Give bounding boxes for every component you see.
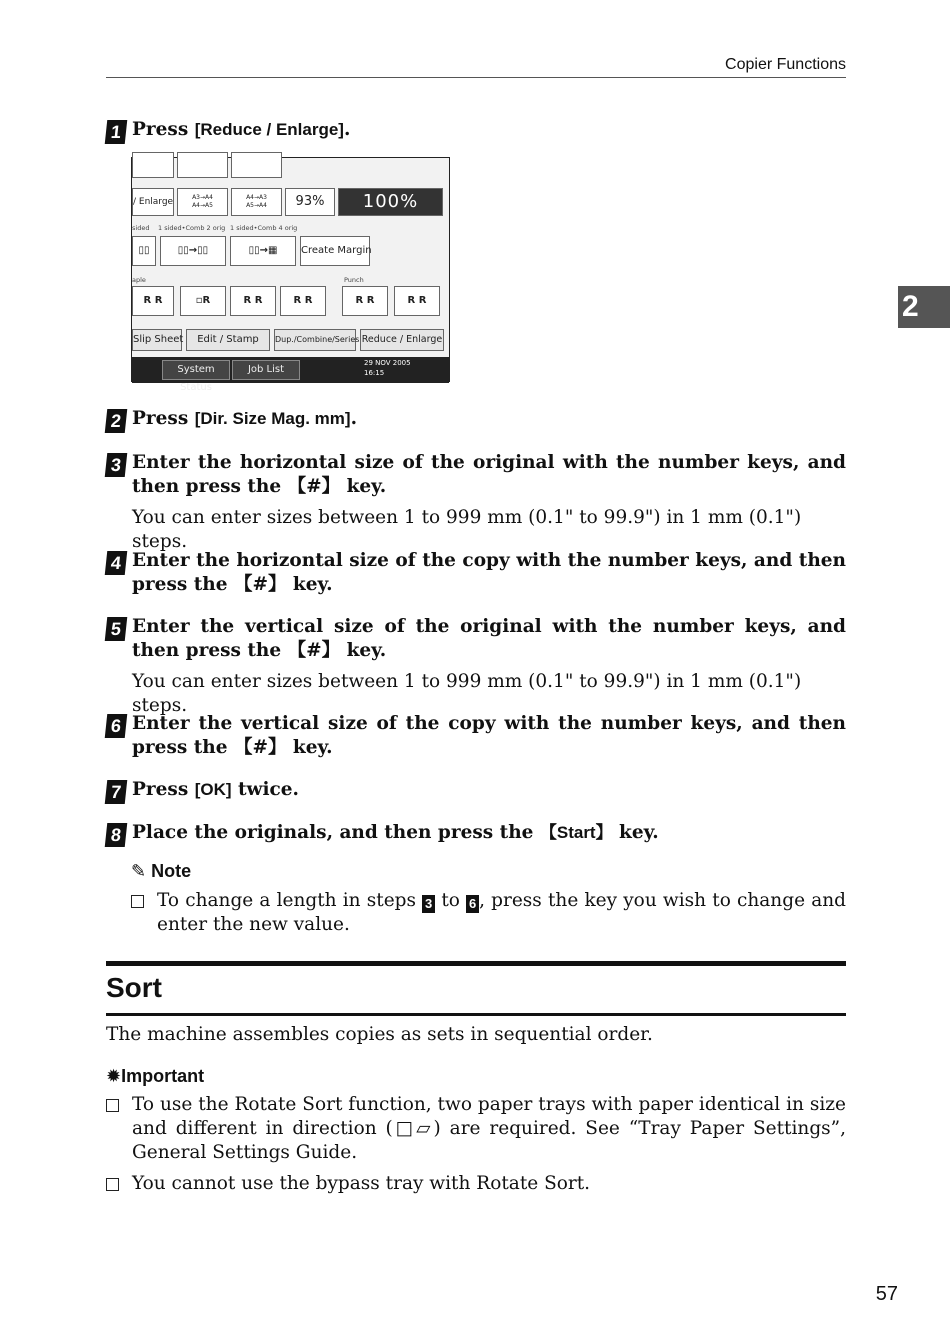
step-description: You can enter sizes between 1 to 999 mm (0.1" to 99.9") in 1 mm (0.1") steps.: [132, 671, 802, 716]
chapter-tab: 2: [898, 286, 950, 328]
staple-icon-1[interactable]: R R: [132, 286, 174, 316]
tab-edit-stamp[interactable]: Edit / Stamp: [186, 329, 270, 351]
step-number: 4: [105, 551, 128, 575]
label-staple: aple: [132, 276, 146, 284]
page-number: 57: [875, 1283, 898, 1305]
step-number: 6: [105, 714, 128, 738]
step-ref-icon: 3: [422, 895, 435, 913]
punch-icon-1[interactable]: R R: [342, 286, 388, 316]
running-header: Copier Functions: [725, 56, 846, 73]
checkbox-bullet-icon: [106, 1178, 119, 1191]
job-list-button[interactable]: Job List: [232, 360, 300, 380]
tab-slip-sheet[interactable]: Slip Sheet: [132, 329, 182, 351]
step-3: [106, 451, 846, 554]
note-heading: ✎ Note: [131, 861, 192, 882]
step-ref-icon: 6: [466, 895, 479, 913]
label-punch: Punch: [344, 276, 364, 284]
zoom-93-button[interactable]: 93%: [285, 188, 335, 216]
step-number: 5: [105, 617, 128, 641]
status-bar: [132, 357, 449, 393]
staple-icon-3[interactable]: R R: [230, 286, 276, 316]
header-rule: [106, 77, 846, 78]
combine-4-icon[interactable]: ▯▯→▦: [230, 236, 296, 266]
step-number: 2: [105, 409, 128, 433]
step-5: [106, 615, 846, 718]
date-time: 29 NOV 2005 16:15: [364, 359, 411, 377]
system-status-button[interactable]: System Status: [162, 360, 230, 380]
section-description: The machine assembles copies as sets in sequential order.: [106, 1024, 653, 1045]
create-margin-button[interactable]: Create Margin: [300, 236, 370, 266]
tab-dup-combine-series[interactable]: Dup./Combine/Series: [274, 329, 356, 351]
step-2: [106, 407, 846, 431]
step-text: Press [Dir. Size Mag. mm].: [132, 408, 358, 429]
label-comb2: 1 sided•Comb 2 orig: [158, 224, 226, 232]
section-rule-bottom: [106, 1013, 846, 1016]
step-text: Enter the horizontal size of the original with the number keys, and then press the 【#】 key.: [132, 452, 846, 497]
step-7: [106, 778, 846, 802]
step-number: 1: [105, 120, 128, 144]
combine-2-icon[interactable]: ▯▯→▯▯: [160, 236, 226, 266]
step-text: Press [Reduce / Enlarge].: [132, 119, 351, 140]
label-sided: sided: [132, 224, 150, 232]
important-item-2: You cannot use the bypass tray with Rotate Sort.: [106, 1172, 846, 1196]
reduce-enlarge-button[interactable]: / Enlarge: [132, 188, 174, 216]
punch-icon-2[interactable]: R R: [394, 286, 440, 316]
copier-screen-illustration: [131, 157, 450, 393]
checkbox-bullet-icon: [106, 1099, 119, 1112]
step-text: Place the originals, and then press the 【Start】 key.: [132, 822, 659, 843]
section-rule-top: [106, 961, 846, 966]
zoom-100-button[interactable]: 100%: [338, 188, 443, 216]
important-icon: ✹: [106, 1066, 122, 1087]
tab-reduce-enlarge[interactable]: Reduce / Enlarge: [360, 329, 444, 351]
note-item: To change a length in steps 3 to 6 , press the key you wish to change and enter the new value.: [131, 889, 846, 937]
step-8: [106, 821, 846, 845]
step-number: 3: [105, 453, 128, 477]
section-title: Sort: [106, 972, 162, 1003]
step-text: Enter the vertical size of the copy with the number keys, and then press the 【#】 key.: [132, 713, 846, 758]
important-item-1: To use the Rotate Sort function, two paper trays with paper identical in size and different in direction (□▱) are required. See “Tray Paper Settings”, General Settings Guide.: [106, 1093, 846, 1165]
preset-a3-a4-button[interactable]: A3→A4 A4→A5: [177, 188, 228, 216]
important-heading: ✹Important: [106, 1066, 205, 1087]
duplex-icon[interactable]: ▯▯: [132, 236, 156, 266]
step-1: [106, 118, 846, 142]
step-description: You can enter sizes between 1 to 999 mm (0.1" to 99.9") in 1 mm (0.1") steps.: [132, 507, 802, 552]
step-text: Enter the horizontal size of the copy with the number keys, and then press the 【#】 key.: [132, 550, 846, 595]
step-text: Enter the vertical size of the original with the number keys, and then press the 【#】 key.: [132, 616, 846, 661]
checkbox-bullet-icon: [131, 895, 144, 908]
pencil-icon: ✎: [131, 861, 147, 882]
staple-icon-2[interactable]: ▫R: [180, 286, 226, 316]
preset-a4-a3-button[interactable]: A4→A3 A5→A4: [231, 188, 282, 216]
label-comb4: 1 sided•Comb 4 orig: [230, 224, 298, 232]
step-number: 8: [105, 823, 128, 847]
step-number: 7: [105, 780, 128, 804]
step-4: [106, 549, 846, 597]
step-6: [106, 712, 846, 760]
step-text: Press [OK] twice.: [132, 779, 299, 800]
staple-icon-4[interactable]: R R: [280, 286, 326, 316]
